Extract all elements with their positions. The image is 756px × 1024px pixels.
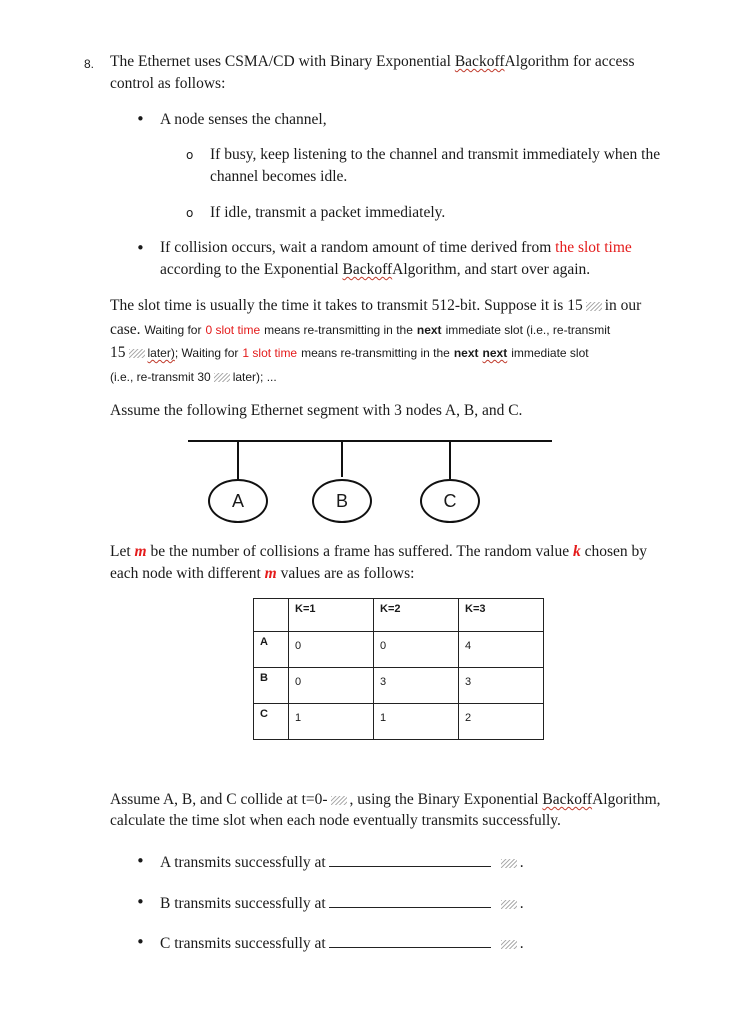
node-b-connector <box>341 441 343 477</box>
table-cell: 1 <box>289 704 374 740</box>
bullet-2-line-2: according to the Exponential BackoffAlgorithm, and start over again. <box>160 261 591 278</box>
table-cell: 1 <box>374 704 459 740</box>
bullet-1-text: A node senses the channel, <box>160 111 327 128</box>
circle-bullet-icon: o <box>186 206 194 220</box>
table-cell: 3 <box>374 668 459 704</box>
table-header: K=2 <box>374 599 459 632</box>
final-line-1: Assume A, B, and C collide at t=0- , using the Binary Exponential BackoffAlgorithm, <box>110 791 661 808</box>
table-row <box>254 632 544 668</box>
ethernet-bus-line <box>188 440 552 442</box>
broken-image-icon <box>586 302 602 311</box>
intro-line-2: control as follows: <box>110 75 226 92</box>
table-row <box>254 704 544 740</box>
intro-line-1: The Ethernet uses CSMA/CD with Binary Exponential BackoffAlgorithm for access <box>110 53 635 70</box>
slot-time-highlight: the slot time <box>555 239 632 256</box>
node-c-connector <box>449 441 451 479</box>
final-line-2: calculate the time slot when each node eventually transmits successfully. <box>110 812 561 829</box>
sub-bullet-2: If idle, transmit a packet immediately. <box>210 204 446 221</box>
backoff-word: Backoff <box>454 53 505 70</box>
table-cell: 3 <box>459 668 544 704</box>
table-row <box>254 668 544 704</box>
circle-bullet-icon: o <box>186 148 194 162</box>
answer-a-row: A transmits successfully at . <box>160 854 524 871</box>
answer-a-blank[interactable] <box>329 852 491 867</box>
node-c: C <box>420 479 480 523</box>
bullet-dot: • <box>136 852 145 870</box>
bullet-dot: • <box>136 239 145 257</box>
node-a: A <box>208 479 268 523</box>
bullet-dot: • <box>136 933 145 951</box>
slot-line-2: case. Waiting for 0 slot time means re-transmitting in the next immediate slot (i.e., re-transmit <box>110 321 611 338</box>
question-number: 8. <box>84 57 95 71</box>
broken-image-icon <box>501 859 517 868</box>
node-b: B <box>312 479 372 523</box>
broken-image-icon <box>501 900 517 909</box>
answer-c-blank[interactable] <box>329 933 491 948</box>
broken-image-icon <box>214 373 230 382</box>
answer-c-row: C transmits successfully at . <box>160 935 524 952</box>
bullet-dot: • <box>136 110 145 128</box>
table-cell: 4 <box>459 632 544 668</box>
broken-image-icon <box>331 796 347 805</box>
broken-image-icon <box>501 940 517 949</box>
slot-line-3: 15 later); Waiting for 1 slot time means re-transmitting in the next next immediate slot <box>110 344 589 361</box>
row-label: B <box>254 668 289 704</box>
table-cell: 2 <box>459 704 544 740</box>
table-header: K=3 <box>459 599 544 632</box>
k-values-table <box>253 598 544 740</box>
answer-b-row: B transmits successfully at . <box>160 895 524 912</box>
table-header: K=1 <box>289 599 374 632</box>
answer-b-blank[interactable] <box>329 893 491 908</box>
row-label: A <box>254 632 289 668</box>
table-header-row <box>254 599 544 632</box>
slot-line-1: The slot time is usually the time it takes to transmit 512-bit. Suppose it is 15 in our <box>110 297 642 314</box>
let-m-line-2: each node with different m values are as follows: <box>110 565 415 582</box>
sub-bullet-1-line-2: channel becomes idle. <box>210 168 348 185</box>
table-cell: 0 <box>289 668 374 704</box>
bullet-2-line-1: If collision occurs, wait a random amount of time derived from the slot time <box>160 239 632 256</box>
table-cell: 0 <box>289 632 374 668</box>
table-cell: 0 <box>374 632 459 668</box>
row-label: C <box>254 704 289 740</box>
let-m-line-1: Let m be the number of collisions a frame has suffered. The random value k chosen by <box>110 543 648 560</box>
sub-bullet-1-line-1: If busy, keep listening to the channel and transmit immediately when the <box>210 146 661 163</box>
table-corner-cell <box>254 599 289 632</box>
broken-image-icon <box>129 349 145 358</box>
node-a-connector <box>237 441 239 480</box>
segment-assume-text: Assume the following Ethernet segment with 3 nodes A, B, and C. <box>110 402 523 419</box>
bullet-dot: • <box>136 893 145 911</box>
slot-line-4: (i.e., re-transmit 30 later); ... <box>110 370 277 384</box>
